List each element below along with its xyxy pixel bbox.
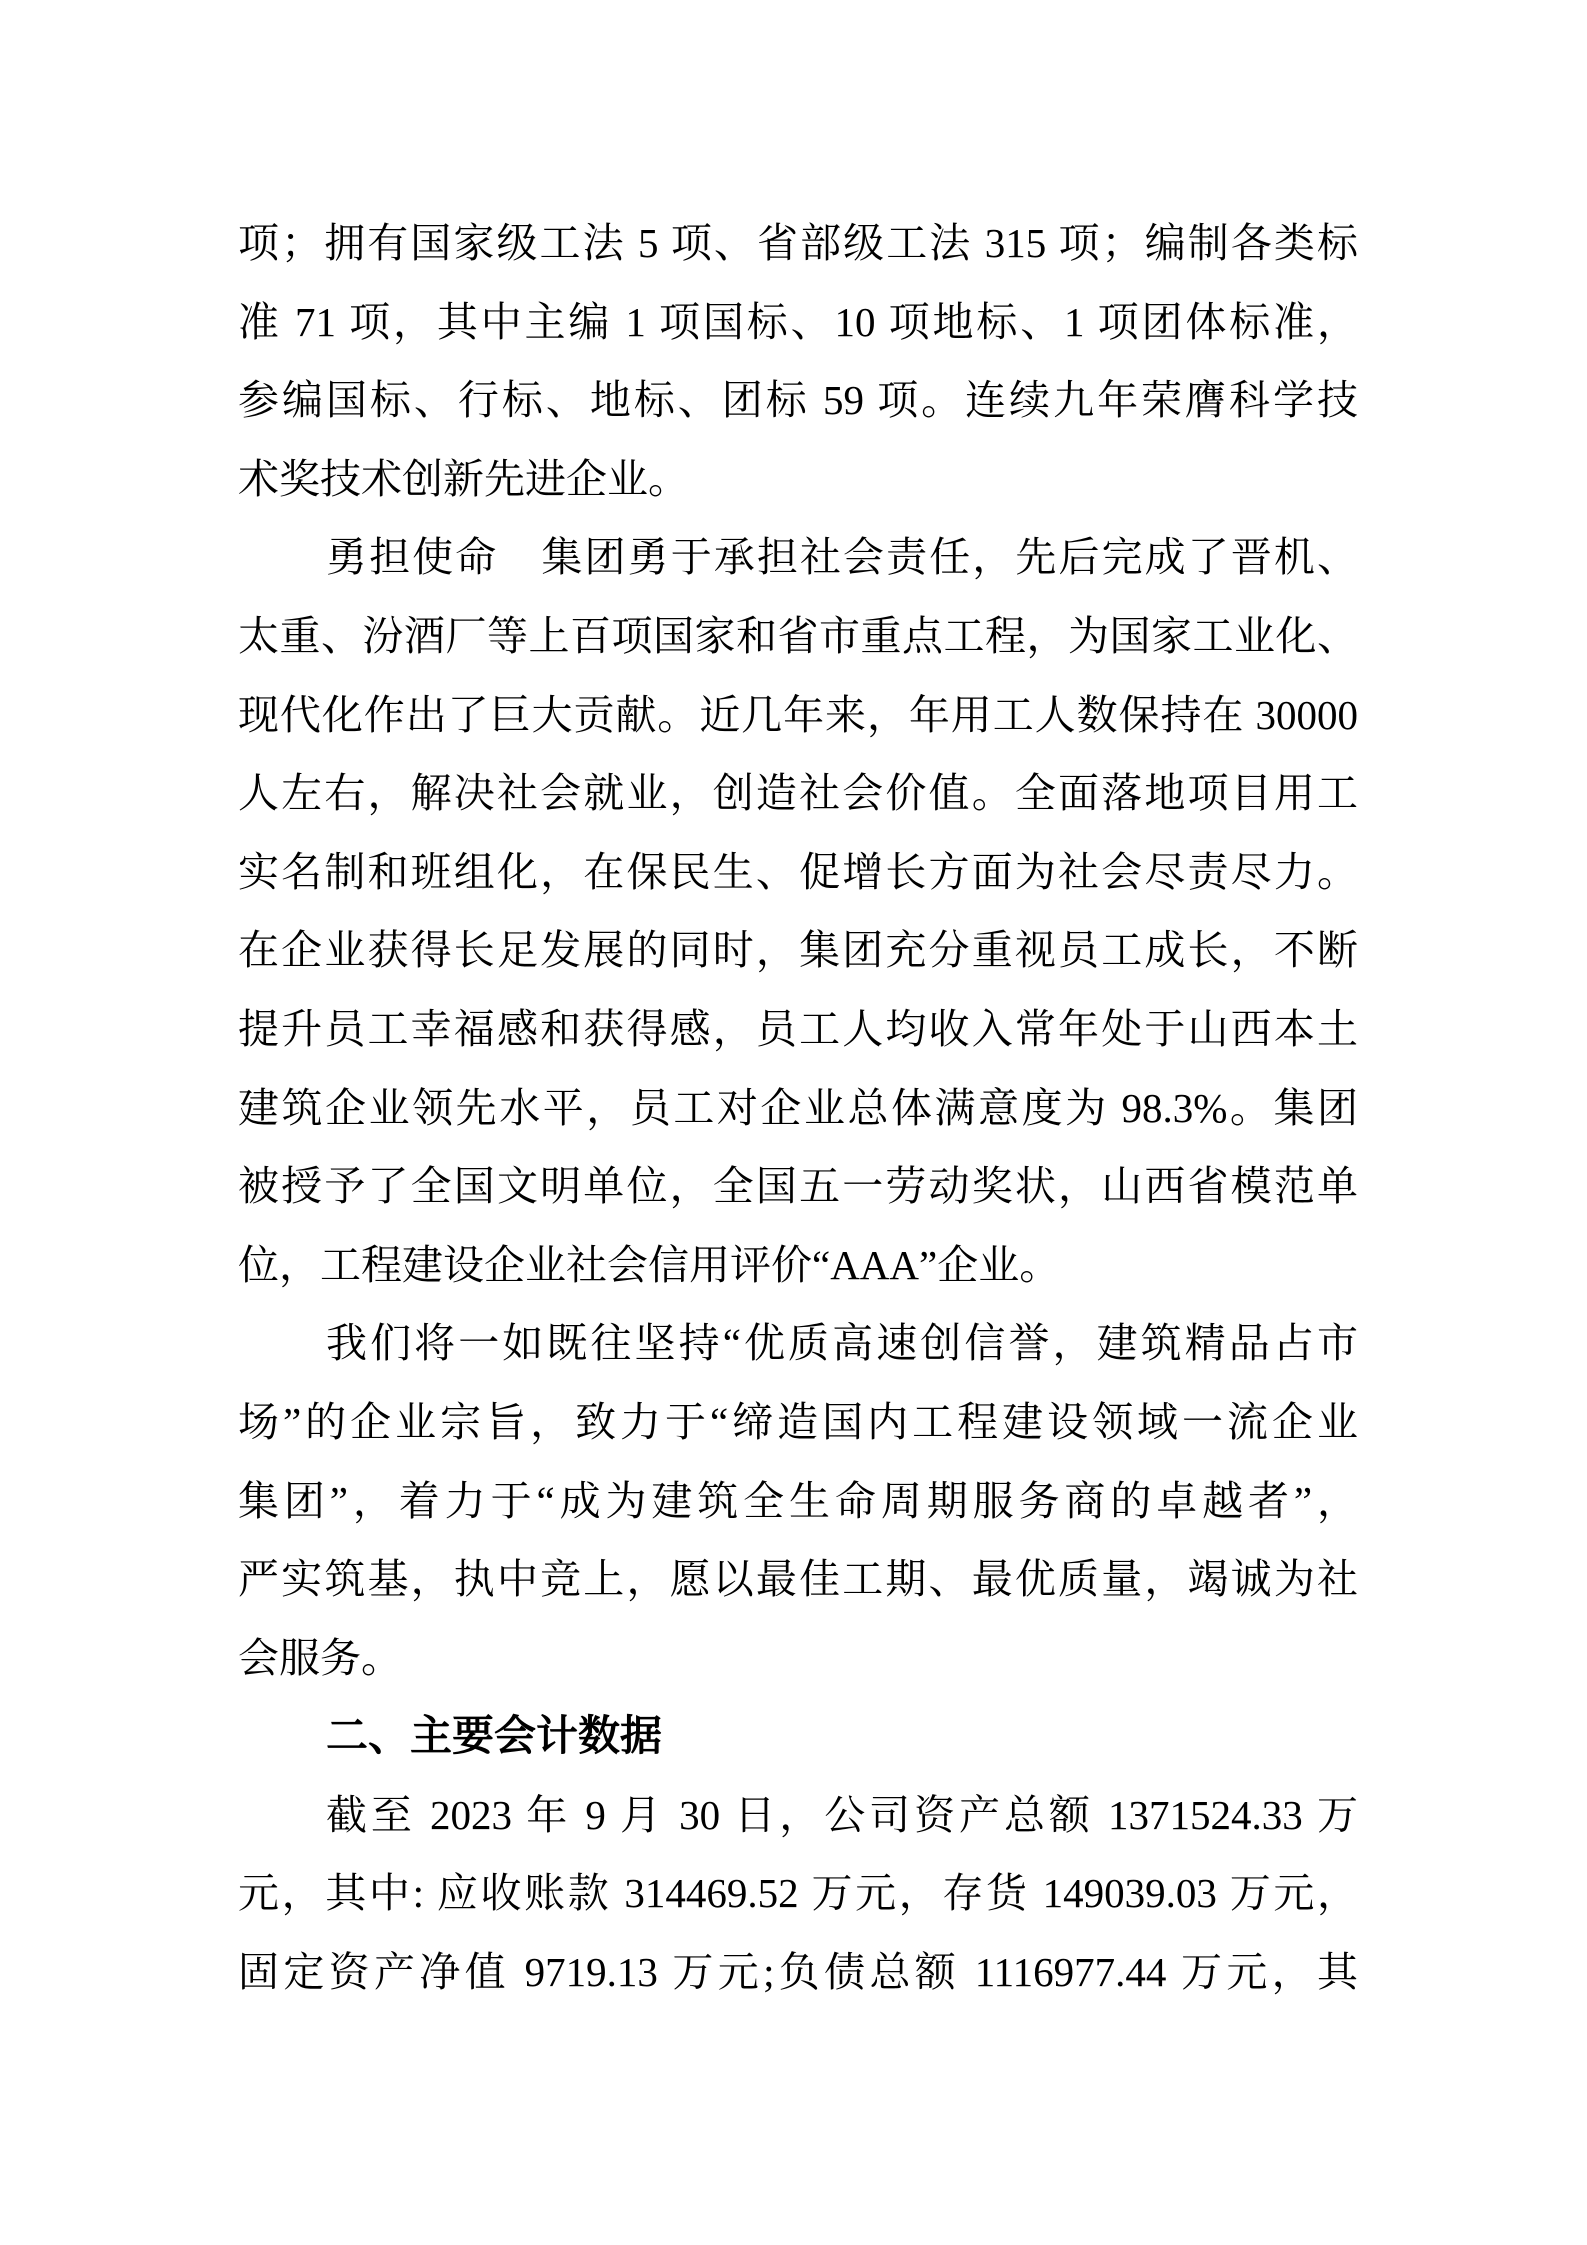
text-line: 元，其中: 应收账款 314469.52 万元，存货 149039.03 万元， [238, 1870, 1358, 1917]
text-line: 场”的企业宗旨，致力于“缔造国内工程建设领域一流企业 [238, 1398, 1358, 1445]
text-line: 太重、汾酒厂等上百项国家和省市重点工程，为国家工业化、 [238, 612, 1358, 659]
text-line: 截至 2023 年 9 月 30 日，公司资产总额 1371524.33 万 [326, 1791, 1358, 1838]
text-line: 固定资产净值 9719.13 万元;负债总额 1116977.44 万元，其 [238, 1949, 1358, 1996]
section-heading: 二、主要会计数据 [326, 1711, 663, 1761]
text-line: 在企业获得长足发展的同时，集团充分重视员工成长，不断 [238, 927, 1358, 974]
text-line: 准 71 项，其中主编 1 项国标、10 项地标、1 项团体标准， [238, 298, 1358, 345]
text-line: 实名制和班组化，在保民生、促增长方面为社会尽责尽力。 [238, 848, 1358, 895]
text-line: 术奖技术创新先进企业。 [238, 455, 689, 502]
text-line: 位，工程建设企业社会信用评价“AAA”企业。 [238, 1241, 1061, 1288]
text-line: 我们将一如既往坚持“优质高速创信誉，建筑精品占市 [326, 1320, 1358, 1367]
text-line: 集团”，着力于“成为建筑全生命周期服务商的卓越者”， [238, 1477, 1358, 1524]
text-line: 会服务。 [238, 1634, 402, 1681]
text-line: 参编国标、行标、地标、团标 59 项。连续九年荣膺科学技 [238, 377, 1358, 424]
text-line: 提升员工幸福感和获得感，员工人均收入常年处于山西本土 [238, 1005, 1358, 1052]
text-line: 项；拥有国家级工法 5 项、省部级工法 315 项；编制各类标 [238, 220, 1358, 266]
text-line: 严实筑基，执中竞上，愿以最佳工期、最优质量，竭诚为社 [238, 1556, 1358, 1603]
text-line: 勇担使命 集团勇于承担社会责任，先后完成了晋机、 [326, 534, 1358, 581]
text-line: 人左右，解决社会就业，创造社会价值。全面落地项目用工 [238, 770, 1358, 817]
text-block [238, 204, 1358, 2012]
text-line: 被授予了全国文明单位，全国五一劳动奖状，山西省模范单 [238, 1163, 1358, 1210]
text-line: 建筑企业领先水平，员工对企业总体满意度为 98.3%。集团 [238, 1084, 1358, 1131]
text-line: 现代化作出了巨大贡献。近几年来，年用工人数保持在 30000 [238, 691, 1358, 738]
